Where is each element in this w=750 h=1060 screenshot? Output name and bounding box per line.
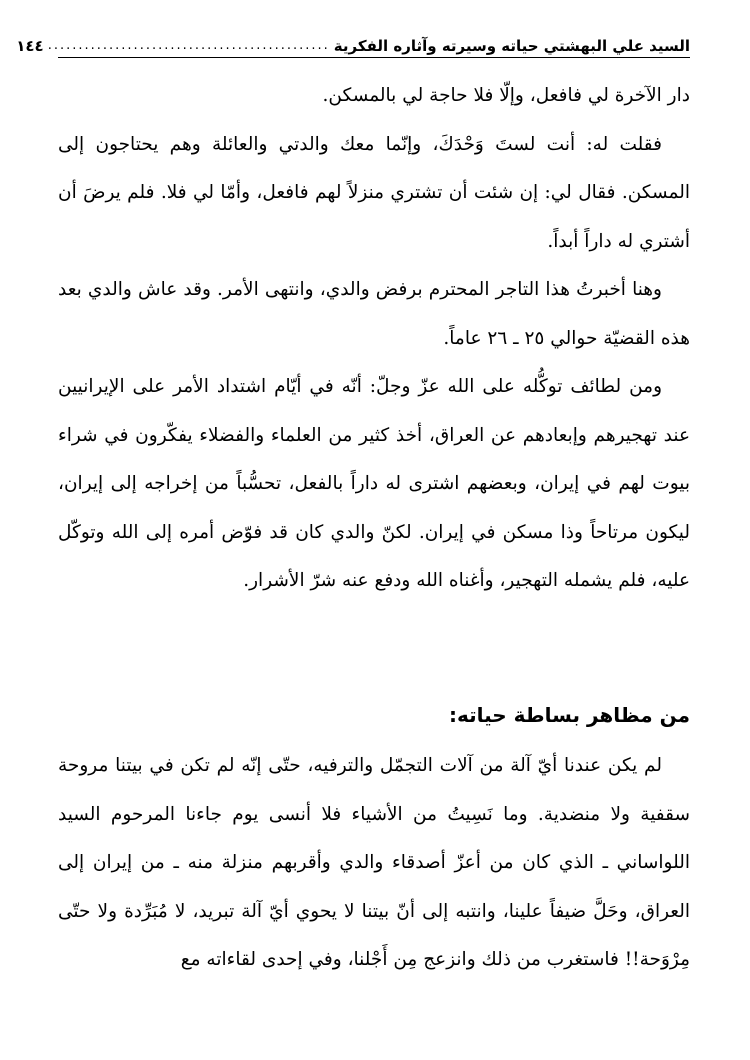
paragraph-2: فقلت له: أنت لستَ وَحْدَكَ، وإنّما معك والدتي والعائلة وهم يحتاجون إلى المسكن. فقال لي: إن شئت أن تشتري منزلاً لهم فافعل، وأمّا لي فلا. فلم يرضَ أن أشتري له داراً أبداً.	[58, 133, 690, 252]
paragraph-3: وهنا أخبرتُ هذا التاجر المحترم برفض والدي، وانتهى الأمر. وقد عاش والدي بعد هذه القضيّة حوالي ٢٥ ـ ٢٦ عاماً.	[58, 279, 690, 349]
header-divider	[58, 57, 690, 58]
section-body	[58, 742, 690, 985]
section-paragraph: لم يكن عندنا أيّ آلة من آلات التجمّل والترفيه، حتّى إنّه لم تكن في بيتنا مروحة سقفية ولا منضدية. وما نَسِيتُ من الأشياء فلا أنسى يوم جاءنا المرحوم السيد اللواساني ـ الذي كان من أعزّ أصدقاء والدي وأقربهم منزلة منه ـ من إيران إلى العراق، وحَلَّ ضيفاً علينا، وانتبه إلى أنّ بيتنا لا يحوي أيّ آلة تبريد، لا مُبَرِّدة ولا حتّى مِرْوَحة!! فاستغرب من ذلك وانزعج مِن أَجْلنا، وفي إحدى لقاءاته مع	[58, 755, 690, 970]
page-number: ١٤٤	[16, 37, 44, 55]
running-header	[16, 30, 690, 56]
body-text	[58, 72, 690, 606]
paragraph-4: ومن لطائف توكُّله على الله عزّ وجلّ: أنّه في أيّام اشتداد الأمر على الإيرانيين عند تهجيرهم وإبعادهم عن العراق، أخذ كثير من العلماء والفضلاء يفكّرون في شراء بيوت لهم في إيران، وبعضهم اشترى له داراً بالفعل، تحسُّباً من إخراجه إلى إيران، ليكون مرتاحاً وذا مسكن في إيران. لكنّ والدي كان قد فوّض أمره إلى الله وتوكّل عليه، فلم يشمله التهجير، وأغناه الله ودفع عنه شرّ الأشرار.	[58, 376, 690, 591]
book-title: السيد علي البهشتي حياته وسيرته وآثاره الفكرية	[333, 37, 690, 55]
header-dot-leader: ..............................................	[47, 38, 330, 53]
section-heading: من مظاهر بساطة حياته:	[448, 703, 690, 727]
paragraph-1: دار الآخرة لي فافعل، وإلّا فلا حاجة لي بالمسكن.	[322, 85, 690, 106]
